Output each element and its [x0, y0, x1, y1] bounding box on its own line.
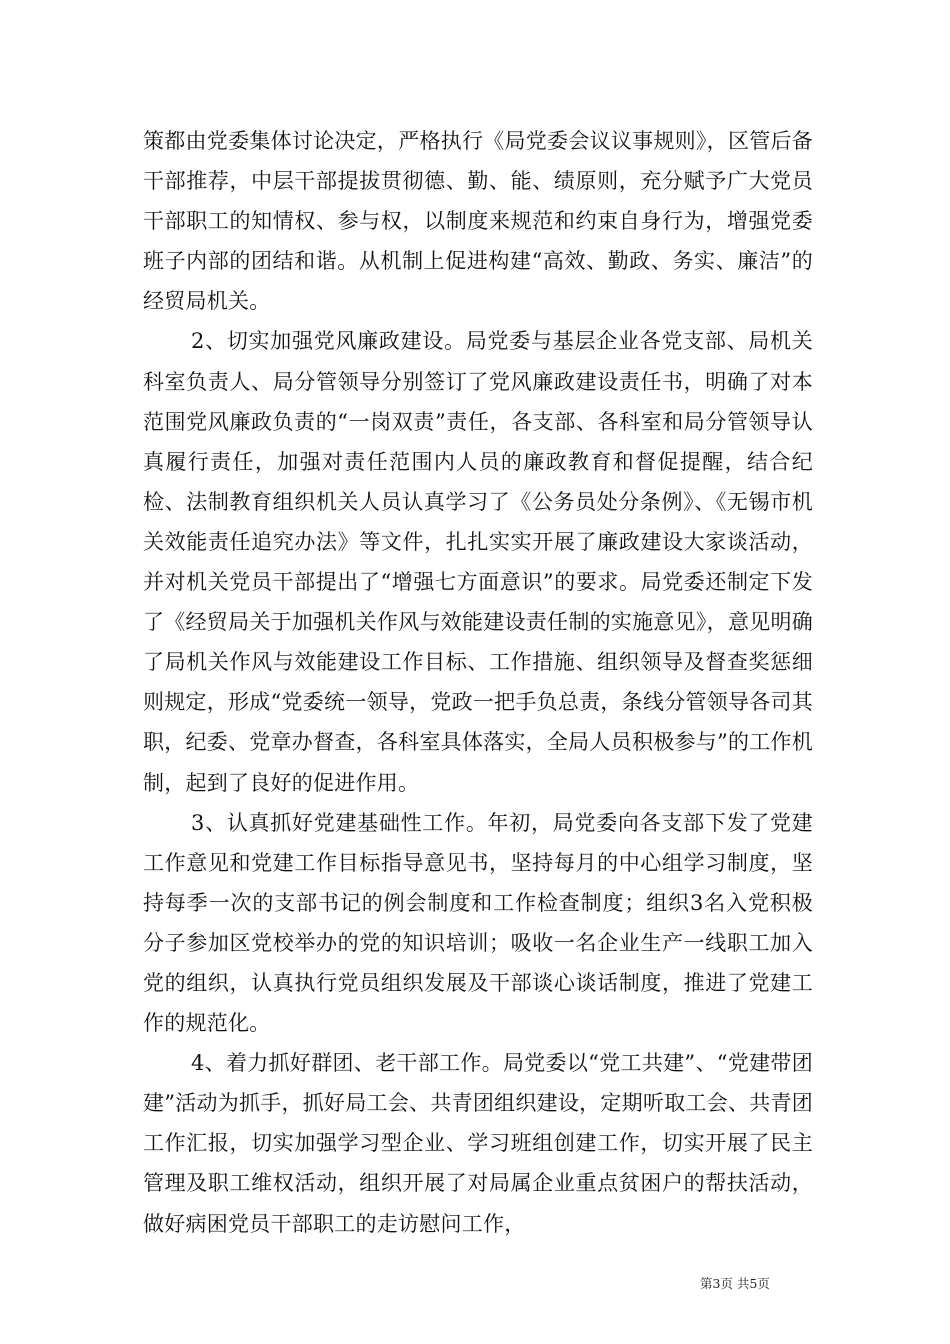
paragraph-3-party-building: 3、认真抓好党建基础性工作。年初，局党委向各支部下发了党建工作意见和党建工作目标指导意见书，坚持每月的中心组学习制度，坚持每季一次的支部书记的例会制度和工作检查制度；组织3名入党积极分子参加区党校举办的党的知识培训；吸收一名企业生产一线职工加入党的组织，认真执行党员组织发展及干部谈心谈话制度，推进了党建工作的规范化。: [143, 810, 813, 1036]
page-number-footer: 第3页 共5页: [700, 1276, 770, 1291]
paragraph-2-party-integrity: 2、切实加强党风廉政建设。局党委与基层企业各党支部、局机关科室负责人、局分管领导分别签订了党风廉政建设责任书，明确了对本范围党风廉政负责的“一岗双责”责任，各支部、各科室和局分管领导认真履行责任，加强对责任范围内人员的廉政教育和督促提醒，结合纪检、法制教育组织机关人员认真学习了《公务员处分条例》、《无锡市机关效能责任追究办法》等文件，扎扎实实开展了廉政建设大家谈活动，并对机关党员干部提出了“增强七方面意识”的要求。局党委还制定下发了《经贸局关于加强机关作风与效能建设责任制的实施意见》，意见明确了局机关作风与效能建设工作目标、工作措施、组织领导及督查奖惩细则规定，形成“党委统一领导，党政一把手负总责，条线分管领导各司其职，纪委、党章办督查，各科室具体落实，全局人员积极参与”的工作机制，起到了良好的促进作用。: [143, 329, 813, 795]
document-body: [143, 121, 813, 1244]
paragraph-continued: 策都由党委集体讨论决定，严格执行《局党委会议议事规则》，区管后备干部推荐，中层干部提拔贯彻德、勤、能、绩原则，充分赋予广大党员干部职工的知情权、参与权，以制度来规范和约束自身行为，增强党委班子内部的团结和谐。从机制上促进构建“高效、勤政、务实、廉洁”的经贸局机关。: [143, 129, 813, 314]
paragraph-4-mass-organizations: 4、着力抓好群团、老干部工作。局党委以“党工共建”、“党建带团建”活动为抓手，抓好局工会、共青团组织建设，定期听取工会、共青团工作汇报，切实加强学习型企业、学习班组创建工作，切实开展了民主管理及职工维权活动，组织开展了对局属企业重点贫困户的帮扶活动，做好病困党员干部职工的走访慰问工作，: [143, 1051, 813, 1236]
